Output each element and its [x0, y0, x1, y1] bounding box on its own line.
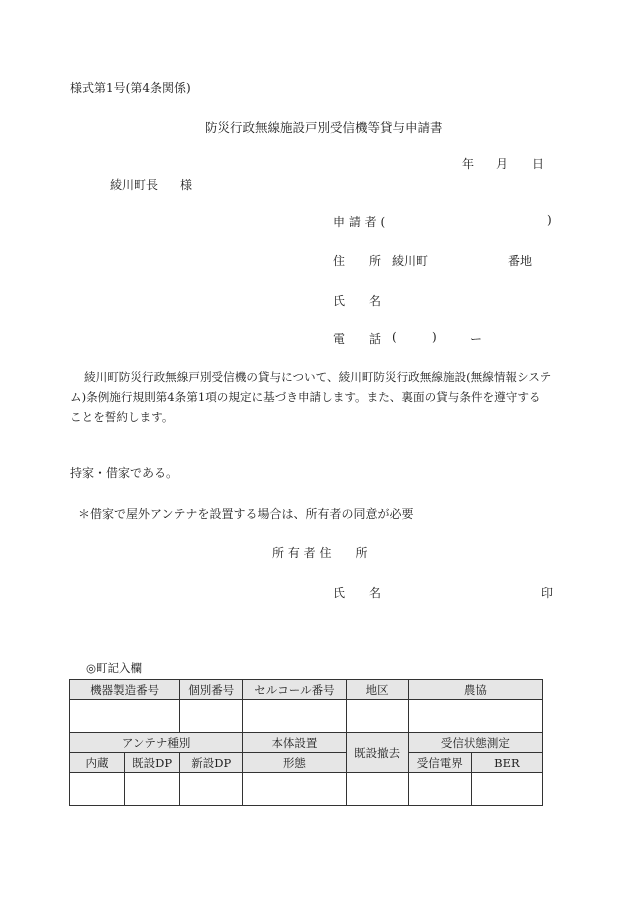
cell-selcall-number[interactable] — [243, 700, 346, 733]
phone-dash: ー — [470, 332, 483, 346]
addressee-honorific: 様 — [180, 178, 193, 192]
addressee-name: 綾川町長 — [110, 178, 159, 192]
col-district: 地区 — [346, 680, 408, 700]
phone-label: 電 話 — [333, 332, 382, 346]
cell-builtin[interactable] — [70, 773, 125, 806]
owner-seal: 印 — [541, 586, 554, 600]
address-town: 綾川町 — [392, 254, 429, 268]
col-device-serial: 機器製造番号 — [70, 680, 180, 700]
cell-field-strength[interactable] — [408, 773, 471, 806]
address-label: 住 所 — [333, 254, 382, 268]
cell-ber[interactable] — [471, 773, 542, 806]
col-reception-measure: 受信状態測定 — [408, 733, 542, 753]
col-form: 形態 — [243, 753, 346, 773]
body-line-1: 綾川町防災行政無線戸別受信機の貸与について、綾川町防災行政無線施設(無線情報システ — [84, 370, 552, 384]
page-title: 防災行政無線施設戸別受信機等貸与申請書 — [205, 120, 443, 135]
col-field-strength: 受信電界 — [408, 753, 471, 773]
body-line-2: ム)条例施行規則第4条第1項の規定に基づき申請します。また、裏面の貸与条件を遵守する — [70, 390, 541, 404]
office-section-title: ◎町記入欄 — [86, 661, 143, 675]
table-group-header-row — [70, 733, 543, 753]
col-existing-dp: 既設DP — [125, 753, 180, 773]
col-selcall-number: セルコール番号 — [243, 680, 346, 700]
date-day: 日 — [532, 157, 545, 171]
cell-district[interactable] — [346, 700, 408, 733]
col-body-install: 本体設置 — [243, 733, 346, 753]
cell-existing-dp[interactable] — [125, 773, 180, 806]
col-individual-number: 個別番号 — [180, 680, 243, 700]
cell-agri-coop[interactable] — [408, 700, 542, 733]
cell-existing-removal[interactable] — [346, 773, 408, 806]
phone-open-paren: ( — [392, 330, 397, 344]
col-ber: BER — [471, 753, 542, 773]
applicant-close-paren: ) — [547, 213, 552, 227]
phone-close-paren: ) — [432, 330, 437, 344]
date-month: 月 — [496, 157, 509, 171]
col-antenna-type: アンテナ種別 — [70, 733, 243, 753]
cell-form[interactable] — [243, 773, 346, 806]
name-label: 氏 名 — [333, 294, 382, 308]
cell-individual-number[interactable] — [180, 700, 243, 733]
col-agri-coop: 農協 — [408, 680, 542, 700]
applicant-label: 申 請 者 ( — [333, 215, 386, 229]
col-builtin: 内蔵 — [70, 753, 125, 773]
col-new-dp: 新設DP — [180, 753, 243, 773]
owner-address-label: 所 有 者 住 所 — [272, 546, 368, 560]
table-header-row — [70, 680, 543, 700]
body-line-3: ことを誓約します。 — [70, 410, 174, 424]
ownership-statement: 持家・借家である。 — [70, 466, 179, 480]
form-number: 様式第1号(第4条関係) — [70, 81, 191, 95]
date-year: 年 — [462, 157, 475, 171]
cell-new-dp[interactable] — [180, 773, 243, 806]
table-entry-row-2 — [70, 773, 543, 806]
body-paragraph — [70, 367, 560, 427]
table-subheader-row — [70, 753, 543, 773]
office-use-table — [69, 679, 543, 806]
cell-device-serial[interactable] — [70, 700, 180, 733]
address-suffix: 番地 — [508, 254, 533, 268]
col-existing-removal: 既設撤去 — [346, 733, 408, 773]
owner-name-label: 氏 名 — [333, 586, 382, 600]
table-entry-row-1 — [70, 700, 543, 733]
consent-note: ＊借家で屋外アンテナを設置する場合は、所有者の同意が必要 — [78, 507, 414, 521]
